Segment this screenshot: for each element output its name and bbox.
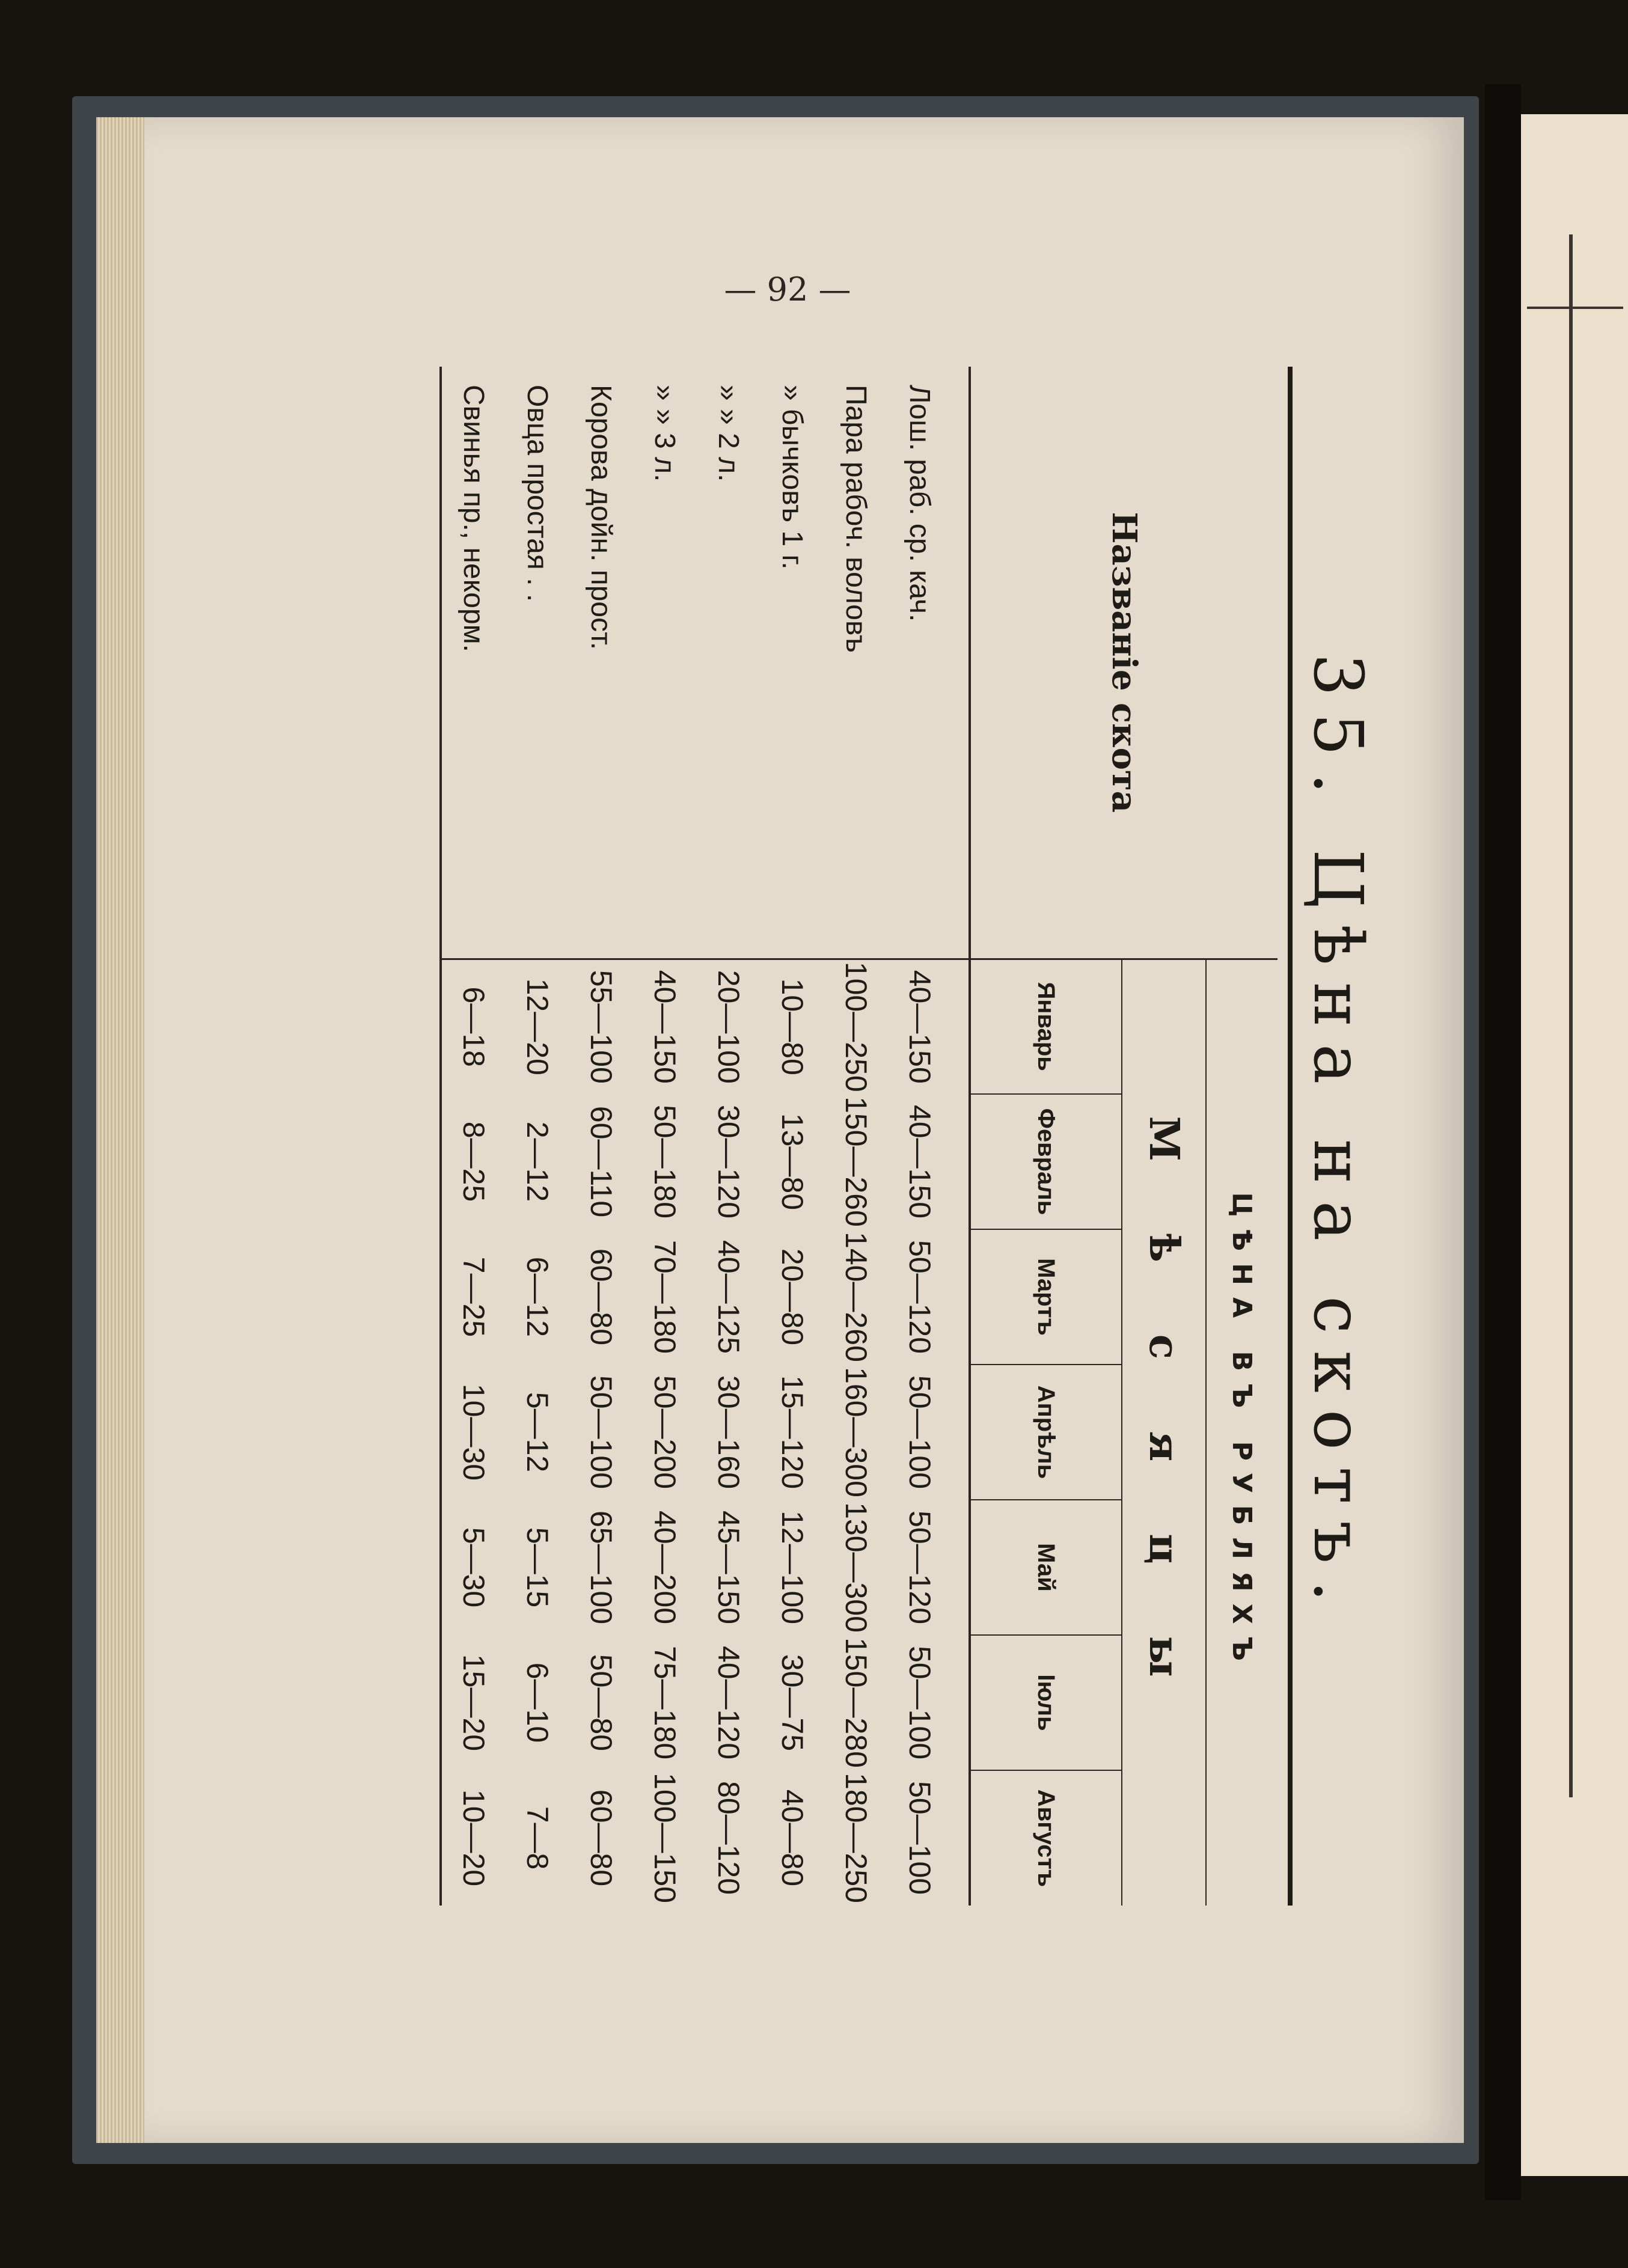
price-cell: 30—75 bbox=[776, 1654, 809, 1752]
price-cell: 65—100 bbox=[584, 1510, 618, 1625]
price-cell: 60—80 bbox=[584, 1789, 618, 1887]
price-cell: 7—8 bbox=[521, 1806, 554, 1870]
livestock-name: Пара рабоч. воловъ bbox=[824, 367, 888, 959]
table-row bbox=[506, 367, 569, 1906]
price-cell: 45—150 bbox=[712, 1510, 745, 1625]
price-cell: 130—300 bbox=[839, 1502, 873, 1633]
month-header: Августъ bbox=[970, 1770, 1122, 1906]
table-row bbox=[697, 367, 760, 1906]
livestock-name: Лош. раб. ср. кач. bbox=[888, 367, 952, 959]
price-cell: 2—12 bbox=[521, 1121, 554, 1202]
price-cell: 7—25 bbox=[441, 1229, 506, 1365]
price-cell: 20—80 bbox=[776, 1248, 809, 1346]
price-cell: 50—80 bbox=[584, 1654, 618, 1752]
livestock-name: Корова дойн. прост. bbox=[569, 367, 633, 959]
price-cell: 60—80 bbox=[584, 1248, 618, 1346]
price-cell: 55—100 bbox=[584, 970, 618, 1084]
price-cell: 5—12 bbox=[521, 1392, 554, 1473]
page-number: — 92 — bbox=[724, 271, 851, 308]
month-header: Февраль bbox=[970, 1094, 1122, 1229]
price-cell: 100—250 bbox=[839, 961, 873, 1092]
price-cell: 15—20 bbox=[441, 1635, 506, 1770]
livestock-name: » бычковъ 1 г. bbox=[760, 367, 824, 959]
facing-page-rule-top bbox=[1527, 307, 1623, 309]
name-column-header: Названіе скота bbox=[970, 367, 1278, 959]
livestock-name: » » 3 л. bbox=[633, 367, 697, 959]
livestock-name: » » 2 л. bbox=[697, 367, 760, 959]
price-cell: 50—120 bbox=[903, 1239, 937, 1354]
price-cell: 5—30 bbox=[441, 1500, 506, 1635]
price-cell: 160—300 bbox=[839, 1367, 873, 1497]
price-cell: 30—120 bbox=[712, 1104, 745, 1219]
section-heading: 35. Цѣна на скотъ. bbox=[1299, 653, 1377, 1619]
months-group-header: Мѣсяцы bbox=[1122, 959, 1206, 1906]
price-cell: 15—120 bbox=[776, 1375, 809, 1490]
price-cell: 6—12 bbox=[521, 1256, 554, 1337]
livestock-name: Овца простая . . bbox=[506, 367, 569, 959]
price-cell: 10—30 bbox=[441, 1365, 506, 1500]
price-cell: 75—180 bbox=[648, 1645, 682, 1760]
month-header: Май bbox=[970, 1500, 1122, 1635]
price-cell: 10—80 bbox=[776, 978, 809, 1075]
price-cell: 40—125 bbox=[712, 1239, 745, 1354]
price-cell: 40—150 bbox=[903, 970, 937, 1084]
price-cell: 12—100 bbox=[776, 1510, 809, 1625]
price-cell: 40—150 bbox=[648, 970, 682, 1084]
price-cell: 50—100 bbox=[903, 1375, 937, 1490]
price-group-header: ЦѢНА ВЪ РУБЛЯХЪ bbox=[1206, 959, 1278, 1906]
livestock-price-table bbox=[439, 367, 1278, 1906]
price-cell: 40—150 bbox=[903, 1104, 937, 1219]
table-row bbox=[633, 367, 697, 1906]
facing-page-rule bbox=[1569, 234, 1573, 1797]
table-row bbox=[760, 367, 824, 1906]
price-cell: 50—180 bbox=[648, 1104, 682, 1219]
table-row bbox=[441, 367, 506, 1906]
price-cell: 20—100 bbox=[712, 970, 745, 1084]
price-cell: 50—120 bbox=[903, 1510, 937, 1625]
price-cell: 100—150 bbox=[648, 1773, 682, 1903]
page-edges bbox=[96, 117, 150, 2143]
livestock-name: Свинья пр., некорм. bbox=[441, 367, 506, 959]
price-cell: 6—10 bbox=[521, 1662, 554, 1743]
table-row bbox=[569, 367, 633, 1906]
book-spine bbox=[1485, 84, 1521, 2200]
price-cell: 180—250 bbox=[839, 1773, 873, 1903]
price-cell: 150—260 bbox=[839, 1096, 873, 1227]
price-cell: 30—160 bbox=[712, 1375, 745, 1490]
price-cell: 13—80 bbox=[776, 1113, 809, 1211]
price-cell: 50—100 bbox=[903, 1780, 937, 1895]
price-cell: 50—100 bbox=[584, 1375, 618, 1490]
price-cell: 12—20 bbox=[521, 978, 554, 1075]
price-cell: 70—180 bbox=[648, 1239, 682, 1354]
month-header: Январь bbox=[970, 959, 1122, 1094]
price-cell: 150—280 bbox=[839, 1637, 873, 1768]
price-cell: 40—120 bbox=[712, 1645, 745, 1760]
month-header: Апрѣль bbox=[970, 1365, 1122, 1500]
price-cell: 40—80 bbox=[776, 1789, 809, 1887]
price-cell: 6—18 bbox=[441, 959, 506, 1094]
price-cell: 50—100 bbox=[903, 1645, 937, 1760]
price-cell: 8—25 bbox=[441, 1094, 506, 1229]
table-row bbox=[824, 367, 888, 1906]
price-cell: 60—110 bbox=[584, 1105, 618, 1218]
price-cell: 5—15 bbox=[521, 1527, 554, 1608]
facing-page bbox=[1521, 114, 1628, 2176]
price-cell: 80—120 bbox=[712, 1780, 745, 1895]
price-cell: 50—200 bbox=[648, 1375, 682, 1490]
price-cell: 140—260 bbox=[839, 1232, 873, 1362]
rotated-table-block bbox=[445, 367, 1383, 1906]
price-cell: 40—200 bbox=[648, 1510, 682, 1625]
month-header: Іюль bbox=[970, 1635, 1122, 1770]
heading-rule bbox=[1288, 367, 1293, 1906]
table-row bbox=[888, 367, 952, 1906]
month-header: Мартъ bbox=[970, 1229, 1122, 1365]
price-cell: 10—20 bbox=[441, 1770, 506, 1906]
